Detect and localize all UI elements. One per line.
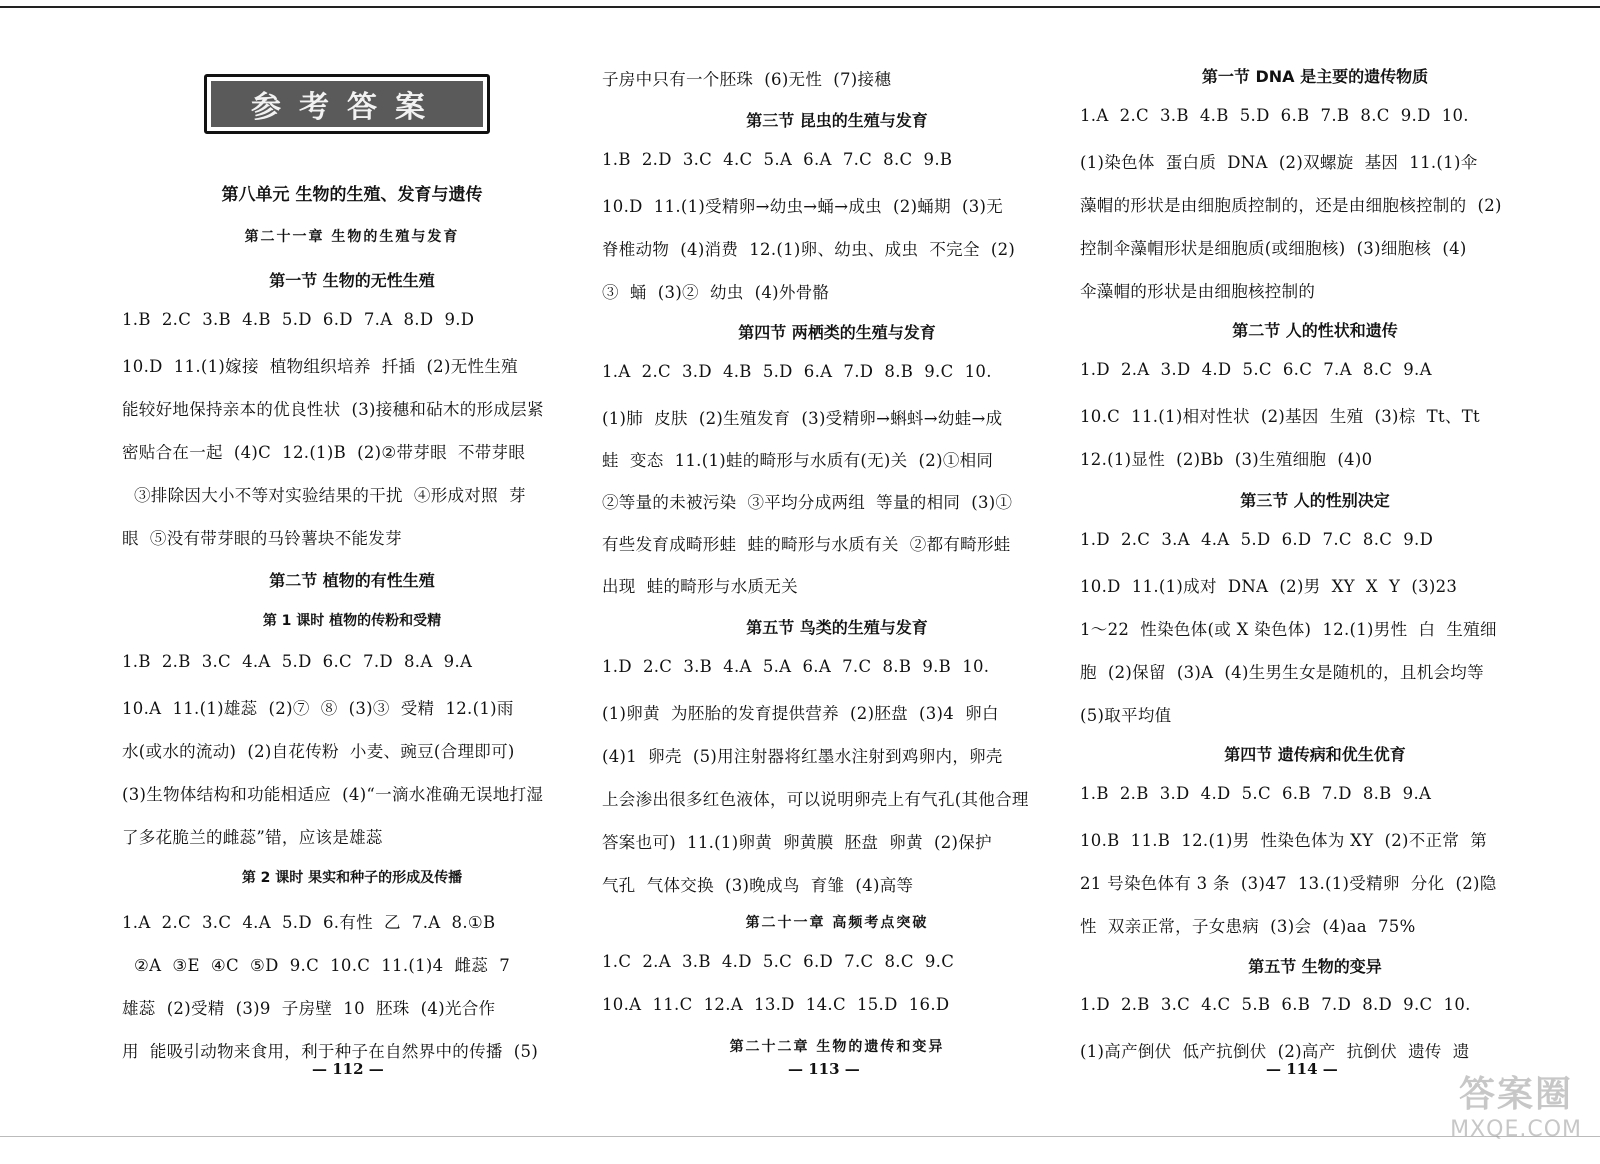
answer-line: (5)取平均值 (1080, 706, 1172, 725)
watermark (1450, 1066, 1582, 1142)
answer-line: ③ 蛹 (3)② 幼虫 (4)外骨骼 (602, 283, 830, 302)
answer-line: 伞藻帽的形状是由细胞核控制的 (1080, 282, 1316, 301)
answer-line: 气孔 气体交换 (3)晚成鸟 育雏 (4)高等 (602, 876, 914, 895)
answer-line: 10.B 11.B 12.(1)男 性染色体为 XY (2)不正常 第 (1080, 831, 1488, 850)
answer-line: 1.B 2.B 3.C 4.A 5.D 6.C 7.D 8.A 9.A (122, 652, 473, 671)
column-2 (602, 0, 1072, 1164)
section-title: 第四节 遗传病和优生优育 (1224, 745, 1406, 764)
answer-line: 1.B 2.B 3.D 4.D 5.C 6.B 7.D 8.B 9.A (1080, 784, 1432, 803)
answer-line: 藻帽的形状是由细胞质控制的，还是由细胞核控制的 (2) (1080, 196, 1502, 215)
answer-line: 10.D 11.(1)嫁接 植物组织培养 扦插 (2)无性生殖 (122, 357, 518, 376)
answer-line: 控制伞藻帽形状是细胞质(或细胞核) (3)细胞核 (4) (1080, 239, 1467, 258)
answer-line: 胞 (2)保留 (3)A (4)生男生女是随机的，且机会均等 (1080, 663, 1484, 682)
answer-line: (1)肺 皮肤 (2)生殖发育 (3)受精卵→蝌蚪→幼蛙→成 (602, 409, 1003, 428)
answer-line: 能较好地保持亲本的优良性状 (3)接穗和砧木的形成层紧 (122, 400, 544, 419)
answer-line: 21 号染色体有 3 条 (3)47 13.(1)受精卵 分化 (2)隐 (1080, 874, 1497, 893)
answer-line: 1.D 2.B 3.C 4.C 5.B 6.B 7.D 8.D 9.C 10. (1080, 995, 1471, 1014)
section-title: 第五节 生物的变异 (1248, 957, 1382, 976)
answer-line: 有些发育成畸形蛙 蛙的畸形与水质有关 ②都有畸形蛙 (602, 535, 1011, 554)
column-1 (122, 0, 582, 1164)
answer-line: 蛙 变态 11.(1)蛙的畸形与水质有(无)关 (2)①相同 (602, 451, 994, 470)
lesson-title: 第 2 课时 果实和种子的形成及传播 (241, 870, 463, 886)
unit-title: 第八单元 生物的生殖、发育与遗传 (221, 185, 483, 205)
answer-line: 10.A 11.(1)雄蕊 (2)⑦ ⑧ (3)③ 受精 12.(1)雨 (122, 699, 514, 718)
answer-line: 1.D 2.C 3.B 4.A 5.A 6.A 7.C 8.B 9.B 10. (602, 657, 990, 676)
answer-line: (1)卵黄 为胚胎的发育提供营养 (2)胚盘 (3)4 卵白 (602, 704, 999, 723)
page-number: — 113 — (788, 1060, 860, 1078)
answer-line: 出现 蛙的畸形与水质无关 (602, 577, 798, 596)
answer-line: 脊椎动物 (4)消费 12.(1)卵、幼虫、成虫 不完全 (2) (602, 240, 1016, 259)
chapter-title: 第二十二章 生物的遗传和变异 (729, 1039, 945, 1055)
answer-line: 1.A 2.C 3.B 4.B 5.D 6.B 7.B 8.C 9.D 10. (1080, 106, 1469, 125)
answer-line: 1.B 2.D 3.C 4.C 5.A 6.A 7.C 8.C 9.B (602, 150, 953, 169)
answer-line: 雄蕊 (2)受精 (3)9 子房壁 10 胚珠 (4)光合作 (122, 999, 496, 1018)
chapter-review-title: 第二十一章 高频考点突破 (745, 915, 929, 931)
answer-line: 1～22 性染色体(或 X 染色体) 12.(1)男性 白 生殖细 (1080, 620, 1497, 639)
section-title: 第三节 人的性别决定 (1240, 491, 1390, 510)
answer-line: (1)高产倒伏 低产抗倒伏 (2)高产 抗倒伏 遗传 遗 (1080, 1042, 1470, 1061)
answer-line: (1)染色体 蛋白质 DNA (2)双螺旋 基因 11.(1)伞 (1080, 153, 1478, 172)
section-title: 第五节 鸟类的生殖与发育 (746, 618, 928, 637)
answer-line: 上会渗出很多红色液体，可以说明卵壳上有气孔(其他合理 (602, 790, 1029, 809)
page-number: — 112 — (312, 1060, 384, 1078)
answer-line: 12.(1)显性 (2)Bb (3)生殖细胞 (4)0 (1080, 450, 1373, 469)
lesson-title: 第 1 课时 植物的传粉和受精 (262, 613, 442, 629)
answer-line: 密贴合在一起 (4)C 12.(1)B (2)②带芽眼 不带芽眼 (122, 443, 526, 462)
watermark-url: MXQE.COM (1450, 1117, 1582, 1142)
section-title: 第一节 DNA 是主要的遗传物质 (1201, 67, 1429, 86)
section-title: 第二节 植物的有性生殖 (269, 571, 435, 590)
answer-line: (3)生物体结构和功能相适应 (4)“一滴水准确无误地打湿 (122, 785, 544, 804)
answer-line: 水(或水的流动) (2)自花传粉 小麦、豌豆(合理即可) (122, 742, 515, 761)
answer-line: 了多花脆兰的雌蕊”错，应该是雄蕊 (122, 828, 383, 847)
answer-line: 1.C 2.A 3.B 4.D 5.C 6.D 7.C 8.C 9.C (602, 952, 955, 971)
answer-line: ②等量的未被污染 ③平均分成两组 等量的相同 (3)① (602, 493, 1013, 512)
answer-line: 10.D 11.(1)受精卵→幼虫→蛹→成虫 (2)蛹期 (3)无 (602, 197, 1004, 216)
answer-banner (204, 74, 490, 134)
answer-line: (4)1 卵壳 (5)用注射器将红墨水注射到鸡卵内，卵壳 (602, 747, 1003, 766)
answer-line: 用 能吸引动物来食用，利于种子在自然界中的传播 (5) (122, 1042, 539, 1061)
answer-line: 10.A 11.C 12.A 13.D 14.C 15.D 16.D (602, 995, 950, 1014)
answer-line: 1.D 2.C 3.A 4.A 5.D 6.D 7.C 8.C 9.D (1080, 530, 1434, 549)
answer-line: 10.C 11.(1)相对性状 (2)基因 生殖 (3)棕 Tt、Tt (1080, 407, 1480, 426)
answer-line: 眼 ⑤没有带芽眼的马铃薯块不能发芽 (122, 529, 402, 548)
page-number: — 114 — (1266, 1060, 1338, 1078)
answer-line: ②A ③E ④C ⑤D 9.C 10.C 11.(1)4 雌蕊 7 (134, 956, 511, 975)
chapter-title: 第二十一章 生物的生殖与发育 (244, 229, 460, 245)
answer-line: 答案也可) 11.(1)卵黄 卵黄膜 胚盘 卵黄 (2)保护 (602, 833, 992, 852)
answer-line: 1.A 2.C 3.D 4.B 5.D 6.A 7.D 8.B 9.C 10. (602, 362, 992, 381)
column-3 (1080, 0, 1550, 1164)
answer-line: 子房中只有一个胚珠 (6)无性 (7)接穗 (602, 70, 892, 89)
watermark-logo: 答案圈 (1459, 1074, 1574, 1115)
answer-line: 1.B 2.C 3.B 4.B 5.D 6.D 7.A 8.D 9.D (122, 310, 475, 329)
answer-line: 1.D 2.A 3.D 4.D 5.C 6.C 7.A 8.C 9.A (1080, 360, 1432, 379)
bottom-rule (0, 1136, 1600, 1137)
answer-line: ③排除因大小不等对实验结果的干扰 ④形成对照 芽 (134, 486, 526, 505)
section-title: 第一节 生物的无性生殖 (269, 271, 435, 290)
answer-line: 1.A 2.C 3.C 4.A 5.D 6.有性 乙 7.A 8.①B (122, 913, 496, 932)
section-title: 第三节 昆虫的生殖与发育 (746, 111, 928, 130)
banner-title: 参考答案 (211, 81, 483, 127)
answer-line: 10.D 11.(1)成对 DNA (2)男 XY X Y (3)23 (1080, 577, 1458, 596)
section-title: 第四节 两栖类的生殖与发育 (738, 323, 936, 342)
section-title: 第二节 人的性状和遗传 (1232, 321, 1398, 340)
answer-line: 性 双亲正常，子女患病 (3)会 (4)aa 75% (1080, 917, 1416, 936)
